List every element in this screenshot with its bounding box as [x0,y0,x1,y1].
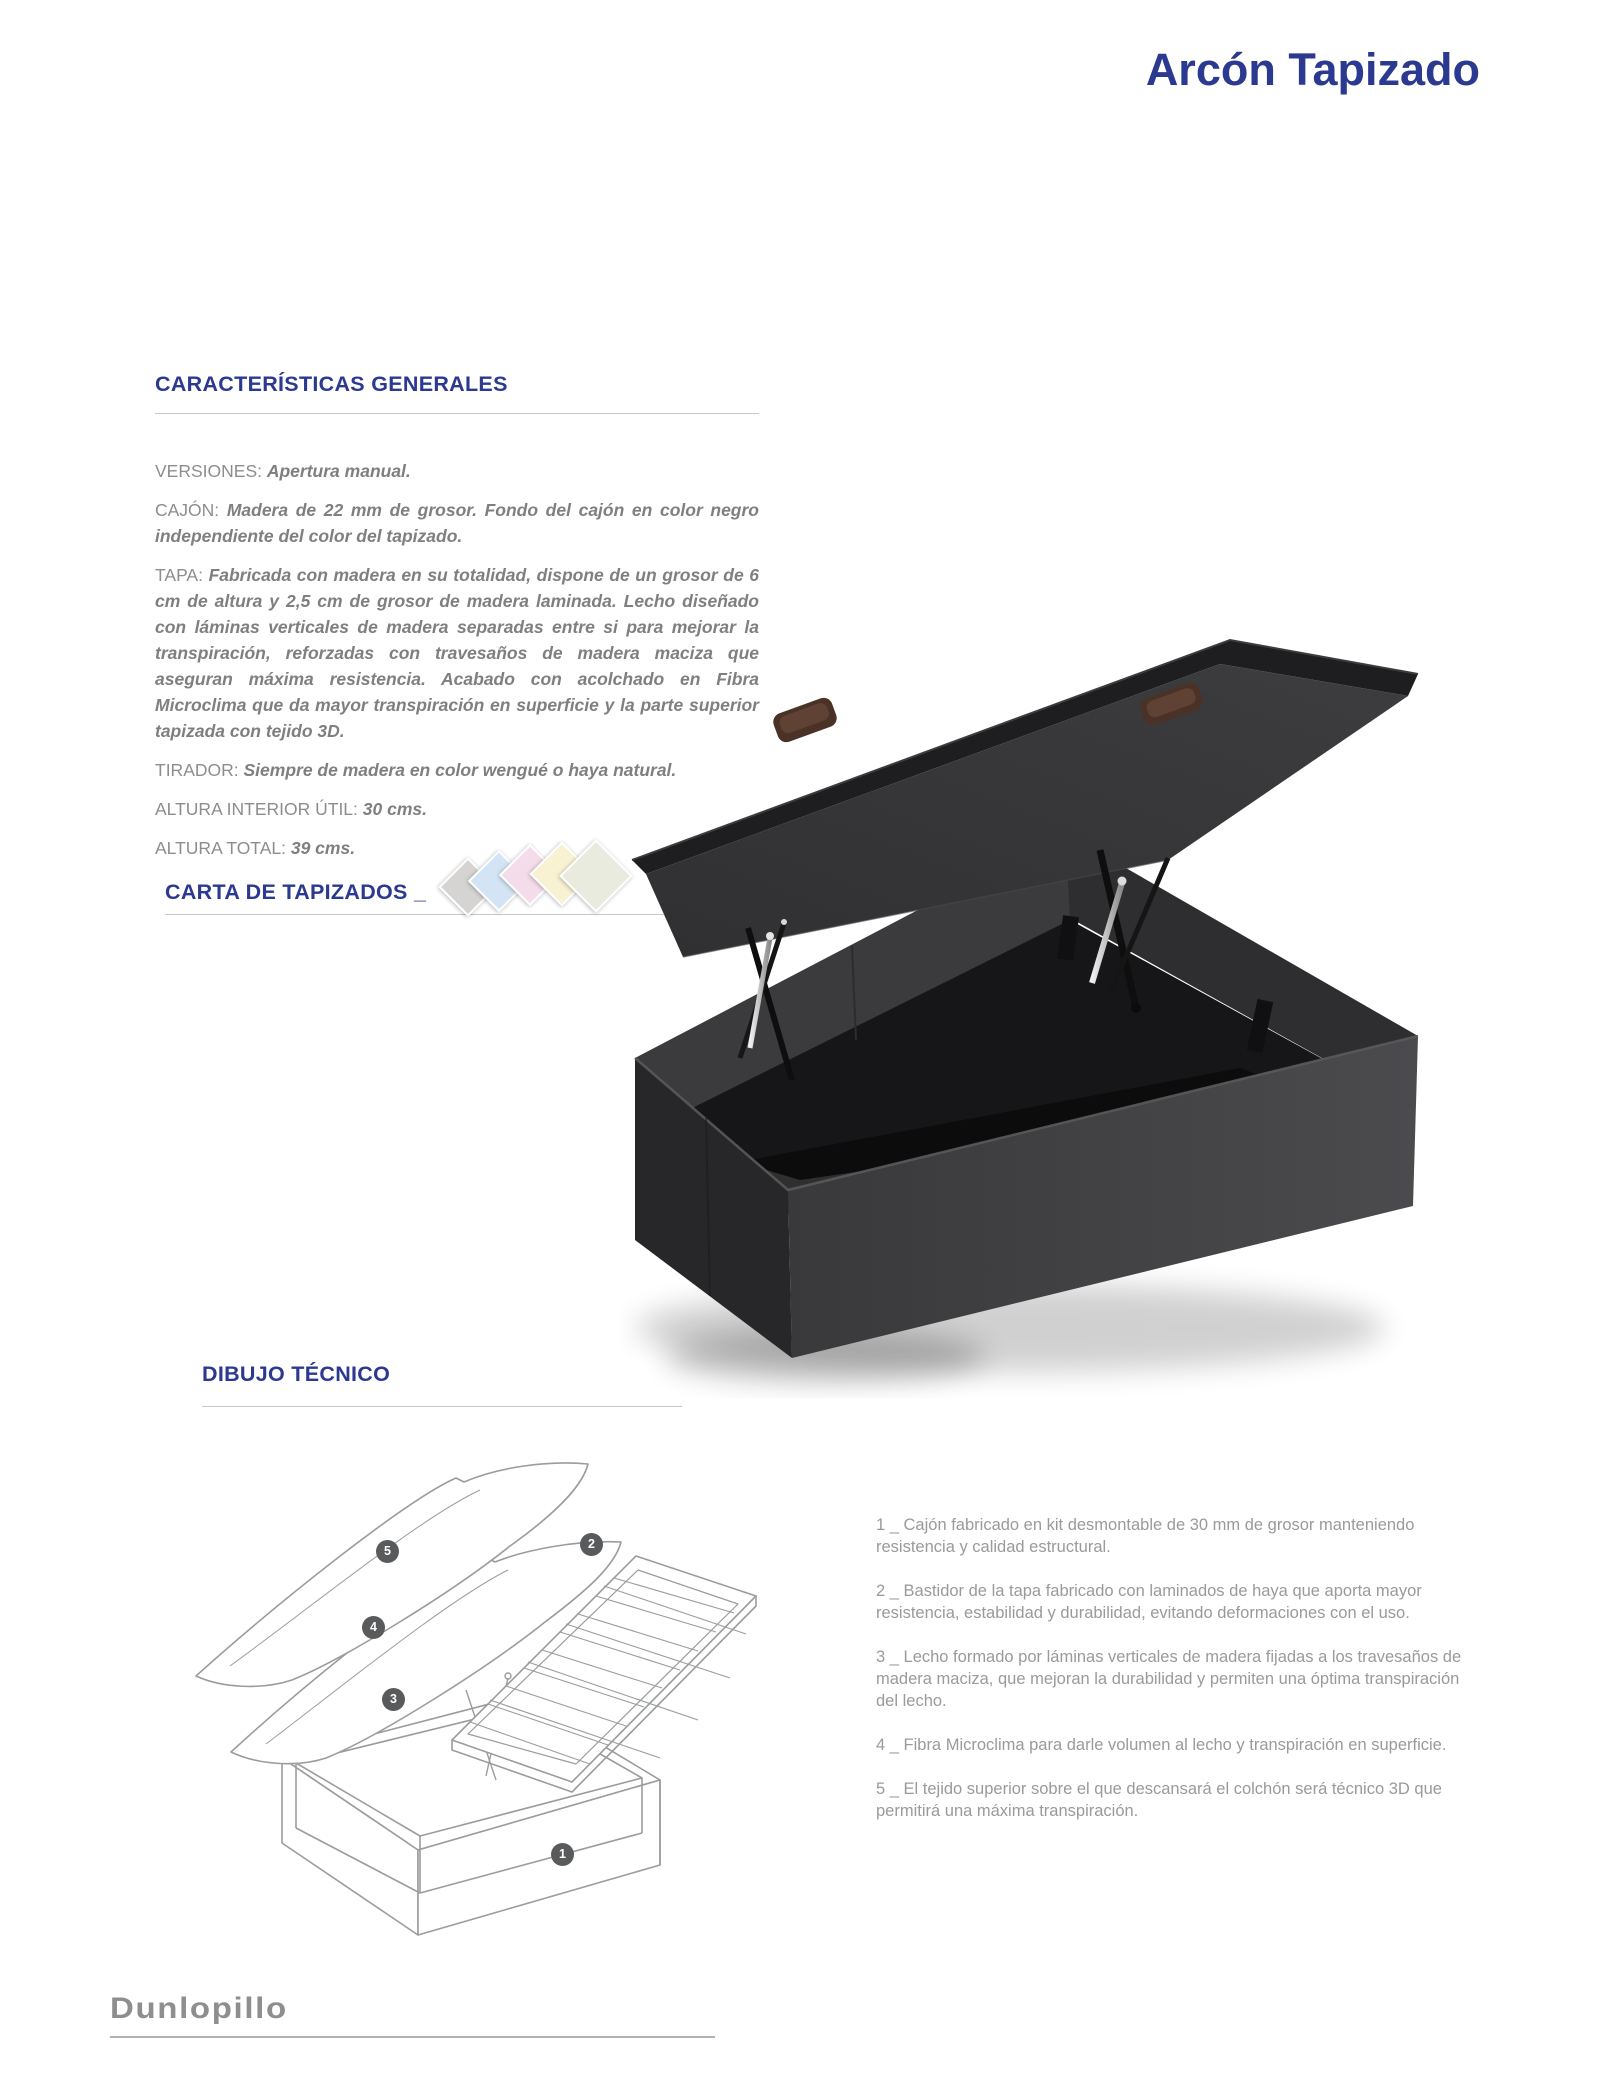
technical-drawing-illustration [190,1438,770,1983]
tapizados-heading: CARTA DE TAPIZADOS _ [165,880,427,904]
spec-value: Siempre de madera en color wengué o haya natural. [243,760,677,780]
general-heading-rule [155,413,759,414]
footer-rule [110,2036,715,2038]
drawing-badge-1: 1 [551,1843,574,1866]
drawing-note-4: 4 _ Fibra Microclima para darle volumen al lecho y transpiración en superficie. [876,1736,1447,1754]
drawing-badge-5: 5 [376,1540,399,1563]
spec-cajon [155,497,759,549]
spec-label: ALTURA INTERIOR ÚTIL: [155,799,358,819]
spec-value: Apertura manual. [266,461,411,481]
drawing-note-3: 3 _ Lecho formado por láminas verticales de madera fijadas a los travesaños de madera maciza, que mejoran la durabilidad y permiten una óptima transpiración del lecho. [876,1648,1462,1710]
drawing-badge-3: 3 [382,1688,405,1711]
product-photo-storage-bed-open [620,628,1440,1398]
spec-value: 30 cms. [362,799,427,819]
dibujo-heading-rule [202,1406,682,1407]
drawing-badge-2: 2 [580,1533,603,1556]
drawing-note-2: 2 _ Bastidor de la tapa fabricado con laminados de haya que aporta mayor resistencia, estabilidad y durabilidad, evitando deformaciones con el uso. [876,1582,1422,1622]
general-heading: CARACTERÍSTICAS GENERALES [155,372,508,396]
spec-value: Fabricada con madera en su totalidad, dispone de un grosor de 6 cm de altura y 2,5 cm de grosor de madera laminada. Lecho diseñado con láminas verticales de madera separadas entre si para mejorar la transpiración, reforzadas con travesaños de madera maciza que aseguran máxima resistencia. Acabado con acolchado en Fibra Microclima que da mayor transpiración en superficie y la parte superior tapizada con tejido 3D. [155,565,759,741]
spec-label: ALTURA TOTAL: [155,838,286,858]
drawing-note-5: 5 _ El tejido superior sobre el que descansará el colchón será técnico 3D que permitirá una máxima transpiración. [876,1780,1442,1820]
page-title: Arcón Tapizado [1145,44,1480,95]
lid-handle-left [771,695,840,744]
spec-label: CAJÓN: [155,500,220,520]
spec-label: TAPA: [155,565,203,585]
spec-value: Madera de 22 mm de grosor. Fondo del cajón en color negro independiente del color del tapizado. [155,500,759,546]
spec-versiones [155,458,759,484]
spec-label: TIRADOR: [155,760,239,780]
dibujo-heading: DIBUJO TÉCNICO [202,1362,391,1386]
technical-drawing [190,1438,770,1983]
spec-label: VERSIONES: [155,461,262,481]
spec-value: 39 cms. [290,838,356,858]
drawing-note-1: 1 _ Cajón fabricado en kit desmontable de 30 mm de grosor manteniendo resistencia y calidad estructural. [876,1516,1415,1556]
product-photo-illustration [620,628,1440,1398]
drawing-notes [876,1514,1482,1844]
drawing-badge-4: 4 [362,1616,385,1639]
brand-logo: Dunlopillo [110,1992,288,2025]
